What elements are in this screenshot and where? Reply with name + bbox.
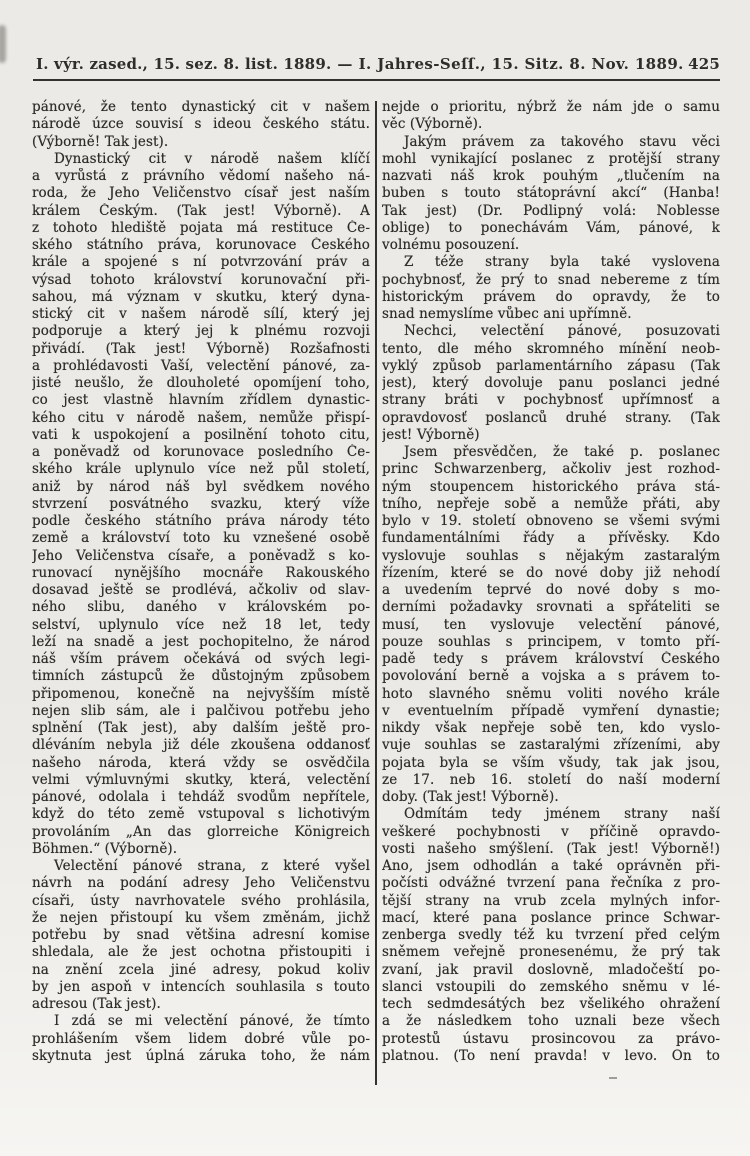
text-line: Nechci, velectění pánové, posuzovati [404, 323, 720, 340]
text-line: tního, nepřeje sobě a nemůže přáti, aby [382, 495, 720, 512]
text-line: jest), který dovoluje panu poslanci jedné [382, 375, 720, 391]
text-line: Odmítám tedy jménem strany naší [404, 806, 720, 823]
text-line: roda, že Jeho Veličenstvo císař jest naším [32, 185, 370, 202]
text-line: a poněvadž od korunovace posledního Če- [32, 444, 370, 460]
text-line: na znění zcela jiné adresy, pokud koliv [32, 961, 370, 978]
text-line: pochybnosť, že prý to snad nebereme z tím [382, 271, 720, 288]
text-line: vyklý způsob parlamentárního zápasu (Tak [382, 357, 720, 374]
text-line: vati k uspokojení a posilnění tohoto citu, [32, 426, 370, 443]
text-line: adresou (Tak jest). [32, 996, 161, 1012]
text-line: náš vším právem očekává od svých legi- [32, 651, 370, 667]
text-line: prohlášením všem lidem dobré vůle po- [32, 1030, 370, 1047]
text-line: derními požadavky srovnati a spřáteliti se [382, 599, 720, 616]
text-line: návrh na podání adresy Jeho Veličenstvu [32, 875, 370, 892]
text-line: protestů ústavu prosincovou za právo- [382, 1030, 720, 1047]
text-line: shledala, ale že jest ochotna přistoupiti i [32, 944, 370, 961]
text-line: kého citu v národě našem, nemůže přispí- [32, 409, 370, 426]
text-line: dosavad ještě se prodlévá, ačkoliv od slav- [32, 582, 370, 598]
text-line: bylo v 19. století obnoveno se všemi svými [382, 513, 720, 529]
header-rule [33, 79, 720, 81]
text-line: když do této země vstupoval s lichotivým [32, 806, 370, 823]
text-line: musí, ten vyslovuje velectění pánové, [382, 616, 720, 633]
text-line: nejen slib sám, ale i palčivou potřebu jeho [32, 702, 370, 719]
text-line: výsad tohoto království korunovační při- [32, 271, 370, 288]
text-line: krále a spojené s ní potvrzování práv a [32, 254, 370, 271]
header-czech-session: I. výr. zased., 15. sez. 8. list. 1889. [36, 55, 332, 73]
text-line: snad nemyslíme vůbec ani upřímně. [382, 306, 632, 322]
text-line: skytnuta jest úplná záruka toho, že nám [32, 1047, 370, 1064]
text-line: řízením, které se do nové doby již nehodí [382, 564, 720, 581]
text-line: velmi výmluvnými skutky, která, velectění [32, 771, 370, 788]
text-line: princ Schwarzenberg, ačkoliv jest rozhod- [382, 461, 720, 478]
text-line: timních zástupců že důstojným způsobem [32, 668, 370, 685]
header-german-session: I. Jahres-Seſſ., 15. Sitz. 8. Nov. 1889. [358, 55, 684, 73]
text-line: sněmem veřejně pronesenému, že prý tak [382, 944, 720, 961]
text-line: padě tedy s právem království Českého [382, 651, 720, 667]
text-line: buben s touto státoprávní akcí“ (Hanba! [382, 185, 720, 202]
text-line: (Výborně! Tak jest). [32, 133, 169, 150]
text-line: veškeré pochybnosti v příčině opravdo- [382, 823, 720, 840]
text-line: by jen aspoň v intencích souhlasila s touto [32, 978, 370, 995]
text-line: že nejen přistoupí ku všem změnám, jichž [32, 909, 370, 926]
text-line: a prohlédavosti Vaší, velectění pánové, za- [32, 357, 370, 374]
text-line: nazvati náš krok pouhým „tlučením na [382, 168, 720, 184]
text-line: opravdovosť poslanců druhé strany. (Tak [382, 409, 720, 426]
column-divider-rule [375, 101, 377, 1085]
text-line: jest! Výborně) [382, 426, 480, 443]
text-line: tento, dle mého skromného mínění neob- [382, 340, 720, 357]
page-number: 425 [688, 55, 720, 73]
text-line: a vyrůstá z právního vědomí našeho ná- [32, 168, 370, 184]
text-line: I zdá se mi velectění pánové, že tímto [54, 1013, 370, 1030]
text-line: vuje souhlas se zastaralými zřízeními, aby [382, 737, 720, 754]
text-line: císaři, ústy navrhovatele svého prohlásila, [32, 892, 370, 909]
text-line: Böhmen.“ (Výborně). [32, 840, 178, 857]
text-line: mací, které pana poslance prince Schwar- [382, 909, 720, 926]
text-line: vyslovuje souhlas s nějakým zastaralým [382, 547, 720, 564]
text-line: Tak jest) (Dr. Podlipný volá: Noblesse [382, 202, 720, 219]
right-column [382, 99, 720, 1085]
text-line: jisté neušlo, že dlouholeté opomíjení toho, [32, 375, 370, 391]
page-header [36, 55, 720, 73]
text-line: ného slibu, daného v královském po- [32, 599, 370, 616]
text-line: aniž by národ náš byl svědkem nového [32, 478, 370, 495]
text-line: Jsem přesvědčen, že také p. poslanec [404, 444, 720, 460]
text-line: Jeho Veličenstva císaře, a poněvadž s ko- [32, 547, 370, 564]
text-line: historickým právem do opravdy, že to [382, 288, 720, 305]
text-line: dléváním nebyla již déle zkoušena oddanosť [32, 737, 370, 754]
text-line: Ano, jsem odhodlán a také oprávněn při- [382, 858, 720, 874]
text-line: připomenou, konečně na nejvyšším místě [32, 685, 370, 702]
text-line: tější strany na vrub zcela mylných infor- [382, 892, 720, 909]
text-line: runovací nynějšího mocnáře Rakouského [32, 564, 370, 581]
text-line: nikdy však nepřeje sobě ten, kdo vyslo- [382, 720, 720, 736]
text-line: pánové, odolala i tehdáž svodům nepřítele, [32, 789, 370, 805]
text-line: fundamentálními řády a přívěsky. Kdo [382, 530, 720, 547]
text-line: přivádí. (Tak jest! Výborně) Rozšafnosti [32, 340, 370, 357]
scan-smudge-artifact [0, 25, 6, 63]
text-line: slanci vstoupili do zemského sněmu v lé- [382, 978, 720, 995]
text-line: strany bráti v pochybnosť upřímnosť a [382, 392, 720, 409]
text-line: co jest vlastně hlavním zřídlem dynastic- [32, 392, 370, 409]
left-column [32, 99, 370, 1085]
text-line: a že následkem toho uznali beze všech [382, 1013, 720, 1030]
text-line: podporuje a který jej k plnému rozvoji [32, 323, 370, 340]
text-line: splnění (Tak jest), aby dalším ještě pro- [32, 720, 370, 736]
text-line: stický cit v našem národě sílí, který jej [32, 306, 370, 322]
text-line: mohl vynikající poslanec z protější strany [382, 150, 720, 167]
text-line: národě úzce souvisí s ideou českého státu. [32, 116, 370, 133]
text-line: stvrzení posvátného svazku, který víže [32, 495, 370, 512]
text-line: ského státního práva, korunovace Českého [32, 237, 370, 253]
text-line: selství, uplynulo více než 18 let, tedy [32, 616, 370, 633]
text-line: Velectění pánové strana, z které vyšel [54, 858, 370, 874]
text-line: zenberga svedly též ku tvrzení před celým [382, 927, 720, 943]
text-line: Dynastický cit v národě našem klíčí [54, 150, 370, 167]
text-line: platnou. (To není pravda! v levo. On to [382, 1047, 720, 1064]
text-line: nejde o prioritu, nýbrž že nám jde o samu [382, 99, 720, 115]
text-line: z tohoto hlediště pojata má restituce Če- [32, 219, 370, 236]
text-line: potřebu by snad většina adresní komise [32, 927, 370, 943]
text-line: země a království toto ku vznešené osobě [32, 530, 370, 547]
text-line: pojata byla se vším všudy, tak jak jsou, [382, 754, 720, 771]
text-line: hoto slavného sněmu voliti nového krále [382, 685, 720, 702]
text-line: tech sedmdesátých bez všelikého ohražení [382, 996, 720, 1012]
text-line: našeho národa, která vždy se osvědčila [32, 754, 370, 771]
text-line: a uvedením teprvé do nové doby s mo- [382, 582, 720, 598]
header-caption [36, 55, 684, 73]
text-line: doby. (Tak jest! Výborně). [382, 789, 559, 805]
text-line: počísti odvážné tvrzení pana řečníka z pro- [382, 875, 720, 892]
text-columns [32, 99, 720, 1085]
text-line: vosti našeho smýšlení. (Tak jest! Výborně!) [382, 840, 720, 857]
text-line: leží na snadě a jest pochopitelno, že národ [32, 633, 370, 650]
text-line: podle českého státního práva národy této [32, 513, 370, 529]
column-gutter [370, 99, 382, 1085]
text-line: ského krále uplynulo více než půl století, [32, 461, 370, 478]
text-line: povolování berně a vojska a s právem to- [382, 668, 720, 685]
text-line: zvaní, jak pravil doslovně, mladočeští po- [382, 961, 720, 978]
text-line: pouze souhlas s principem, v tomto pří- [382, 633, 720, 650]
text-line: pánové, že tento dynastický cit v našem [32, 99, 370, 115]
header-separator: — [337, 55, 353, 73]
text-line: Z téže strany byla také vyslovena [404, 254, 720, 271]
text-line: sahou, má význam v skutku, který dyna- [32, 288, 370, 305]
text-line: ným stoupencem historického práva stá- [382, 478, 720, 495]
text-line: ze 17. neb 16. století do naší moderní [382, 771, 720, 788]
text-line: věc (Výborně). [382, 116, 483, 133]
text-line: Jakým právem za takového stavu věci [404, 133, 720, 150]
text-line: králem Českým. (Tak jest! Výborně). A [32, 202, 370, 219]
text-line: v eventuelním případě vymření dynastie; [382, 702, 720, 719]
text-line: provoláním „An das glorreiche Königreich [32, 823, 370, 840]
text-line: volnému posouzení. [382, 237, 520, 253]
text-line: oblige) to ponechávám Vám, pánové, k [382, 219, 720, 236]
